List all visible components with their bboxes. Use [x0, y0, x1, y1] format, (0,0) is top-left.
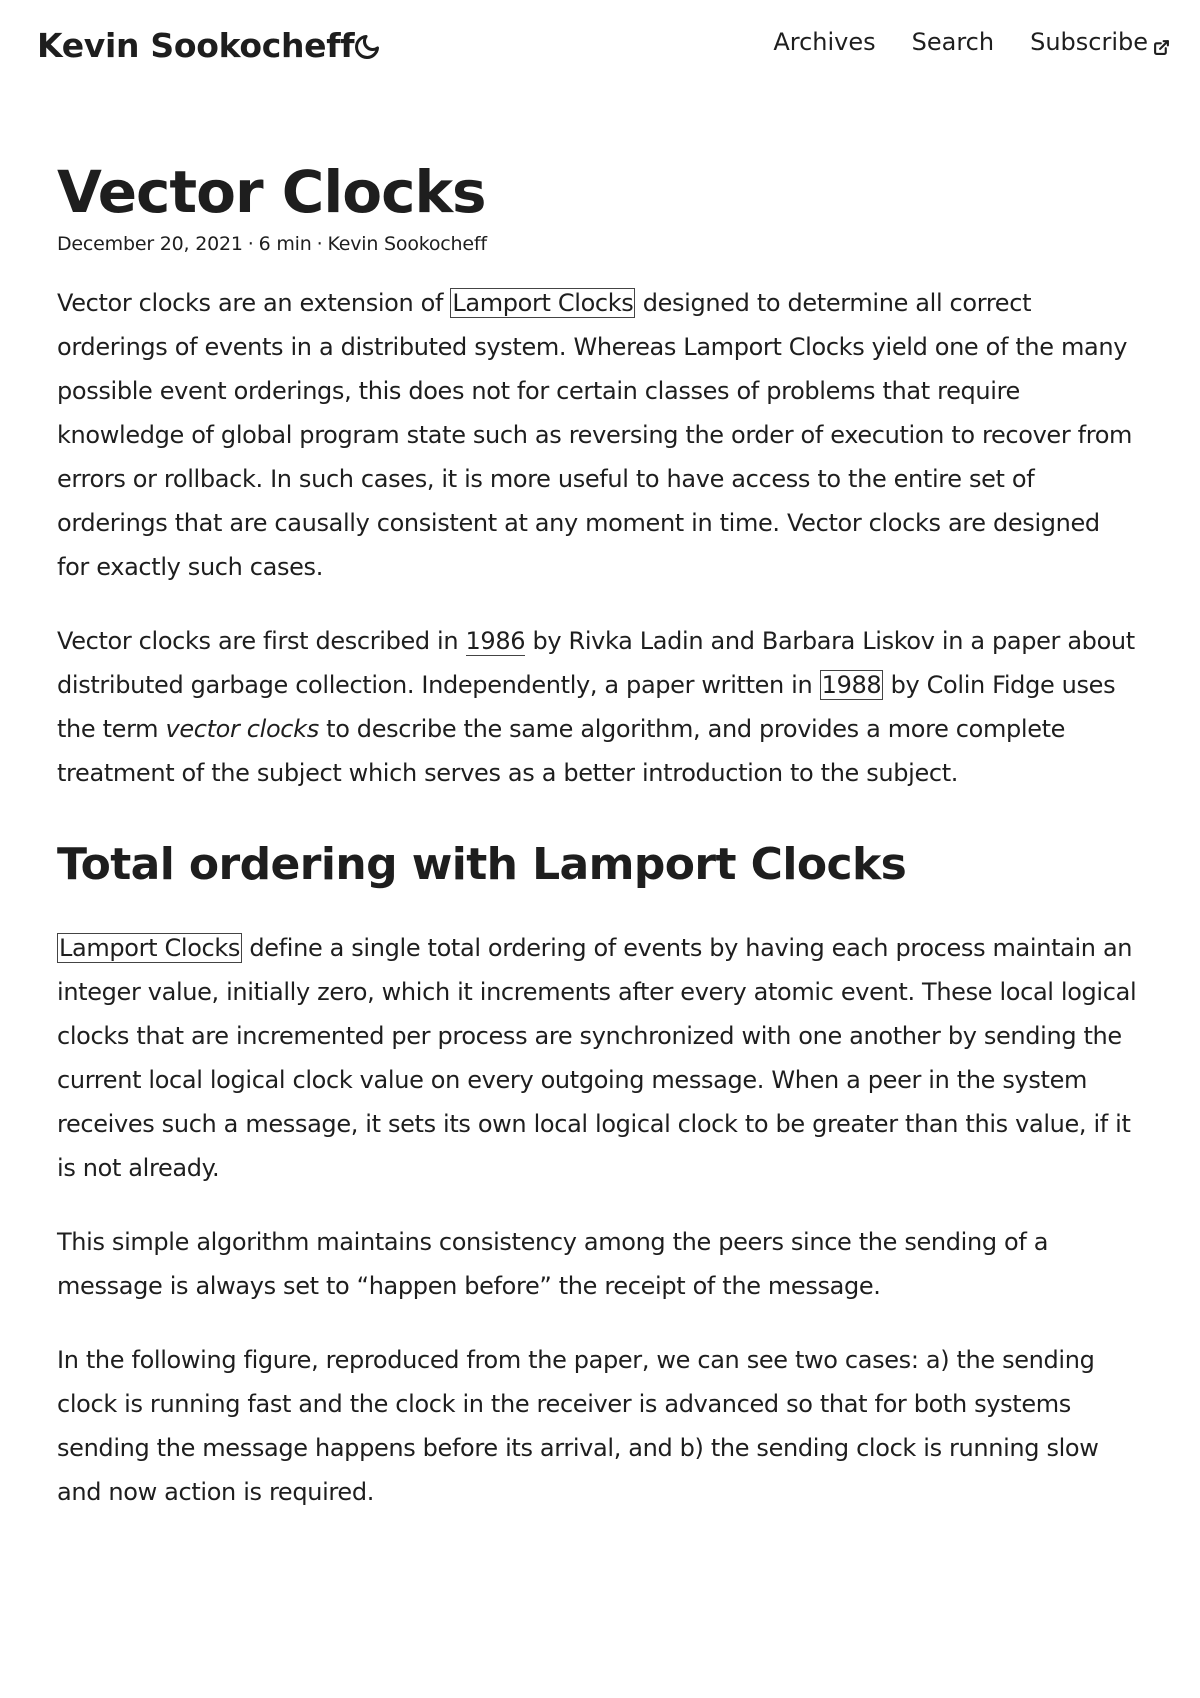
- paragraph-history: [57, 619, 1137, 795]
- post-date: December 20, 2021: [57, 232, 243, 255]
- link-1988[interactable]: 1988: [821, 670, 882, 699]
- post-content: [57, 281, 1137, 1514]
- paragraph-intro: [57, 281, 1137, 589]
- section-heading: Total ordering with Lamport Clocks: [57, 838, 907, 890]
- site-logo[interactable]: Kevin Sookocheff: [37, 26, 355, 65]
- text: to describe the same algorithm, and provides a more complete treatment of the subject which serves as a better introduction to the subject.: [57, 714, 1066, 787]
- post-title: Vector Clocks: [57, 158, 486, 226]
- emphasis-vector-clocks: vector clocks: [165, 714, 319, 743]
- lamport-clocks-link[interactable]: Lamport Clocks: [59, 933, 241, 962]
- text: designed to determine all correct orderings of events in a distributed system. Whereas Lamport Clocks yield one of the many possible event orderings, this does not for certain classes of problems that require knowledge of global program state such as reversing the order of execution to recover from errors or rollback. In such cases, it is more useful to have access to the entire set of orderings that are causally consistent at any moment in time. Vector clocks are designed for exactly such cases.: [57, 288, 1133, 581]
- link-1986[interactable]: 1986: [465, 626, 526, 655]
- external-link-icon: [1153, 34, 1170, 51]
- post-read-time: 6 min: [258, 232, 312, 255]
- text: define a single total ordering of events by having each process maintain an integer value, initially zero, which it increments after every atomic event. These local logical clocks that are incremented per process are synchronized with one another by sending the current local logical clock value on every outgoing message. When a peer in the system receives such a message, it sets its own local logical clock to be greater than this value, if it is not already.: [57, 933, 1137, 1182]
- nav-archives-link[interactable]: Archives: [773, 28, 876, 56]
- meta-separator: ·: [316, 232, 323, 255]
- text: Vector clocks are an extension of: [57, 288, 451, 317]
- post-article: [57, 160, 1137, 1544]
- paragraph-lamport: [57, 926, 1137, 1190]
- moon-icon[interactable]: [353, 33, 381, 61]
- meta-separator: ·: [247, 232, 254, 255]
- post-meta: [57, 233, 1137, 255]
- nav-subscribe-link[interactable]: [1030, 28, 1170, 56]
- post-author: Kevin Sookocheff: [327, 232, 487, 255]
- nav-search-link[interactable]: Search: [911, 28, 995, 56]
- text: by Rivka Ladin and Barbara Liskov in a paper about distributed garbage collection. Independently, a paper written in: [57, 626, 1135, 699]
- lamport-clocks-link[interactable]: Lamport Clocks: [452, 288, 634, 317]
- paragraph-figure-intro: In the following figure, reproduced from the paper, we can see two cases: a) the sending clock is running fast and the clock in the receiver is advanced so that for both systems sending the message happens before its arrival, and b) the sending clock is running slow and now action is required.: [57, 1345, 1099, 1506]
- text: Vector clocks are first described in: [57, 626, 466, 655]
- text: by Colin Fidge uses the term: [57, 670, 1116, 743]
- site-header: [0, 0, 1200, 92]
- main-nav: [737, 28, 1170, 56]
- nav-subscribe-label: Subscribe: [1030, 28, 1148, 56]
- paragraph-consistency: This simple algorithm maintains consistency among the peers since the sending of a message is always set to “happen before” the receipt of the message.: [57, 1227, 1049, 1300]
